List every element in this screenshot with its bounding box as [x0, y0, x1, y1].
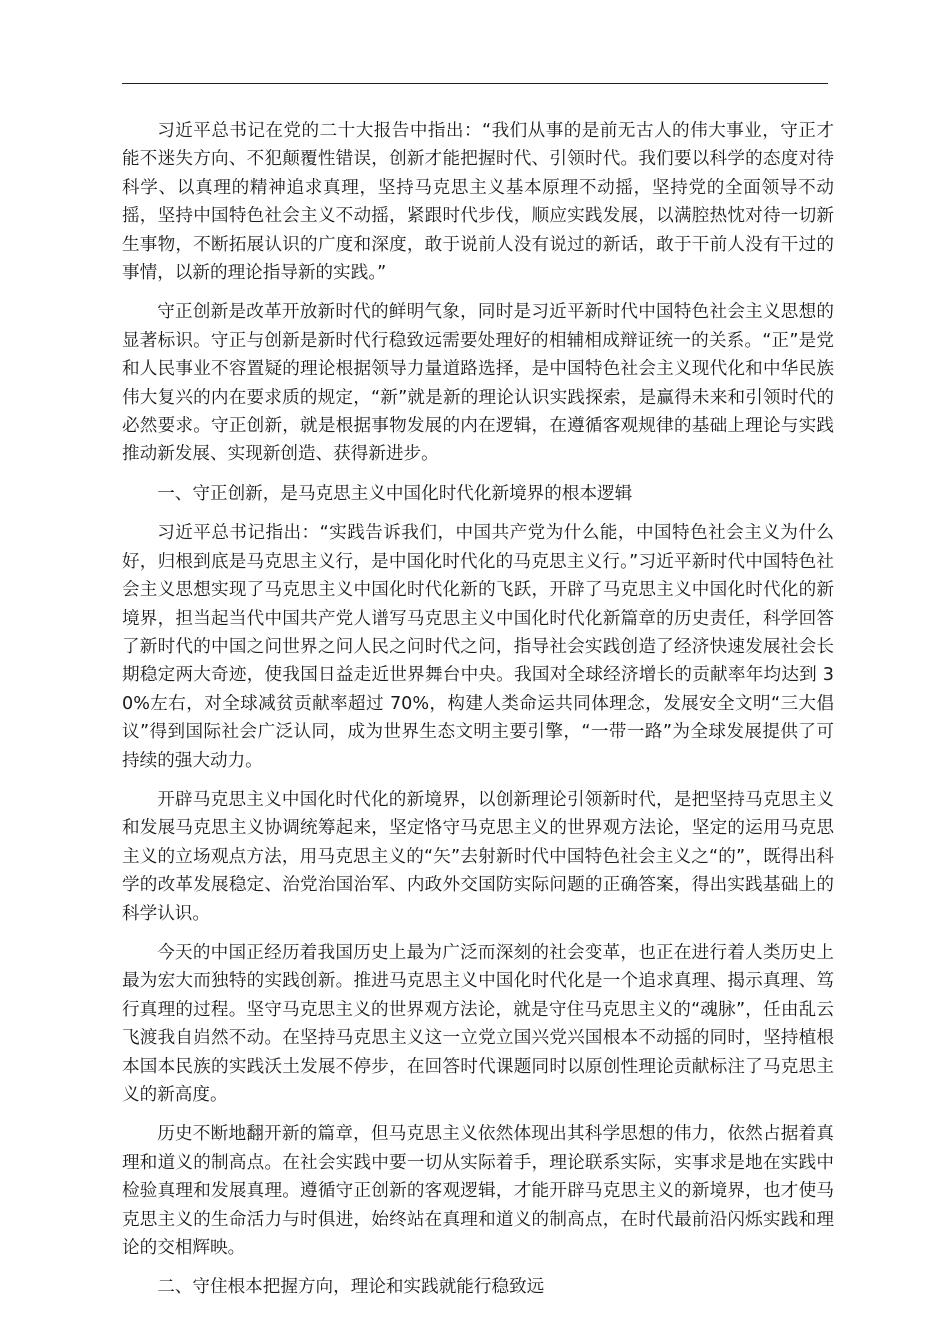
paragraph-2: 守正创新是改革开放新时代的鲜明气象，同时是习近平新时代中国特色社会主义思想的显著标识。守正与创新是新时代行稳致远需要处理好的相辅相成辩证统一的关系。“正”是党和人民事业不容置疑的理论根据领导力量道路选择，是中国特色社会主义现代化和中华民族伟大复兴的内在要求质的规定，“新”就是新的理论认识实践探索，是赢得未来和引领时代的必然要求。守正创新，就是根据事物发展的内在逻辑，在遵循客观规律的基础上理论与实践推动新发展、实现新创造、获得新进步。 — [122, 302, 834, 465]
paragraph-3: 习近平总书记指出：“实践告诉我们，中国共产党为什么能，中国特色社会主义为什么好，归根到底是马克思主义行，是中国化时代化的马克思主义行。”习近平新时代中国特色社会主义思想实现了马克思主义中国化时代化新的飞跃，开辟了马克思主义中国化时代化的新境界，担当起当代中国共产党人谱写马克思主义中国化时代化新篇章的历史责任，科学回答了新时代的中国之问世界之问人民之问时代之问，指导社会实践创造了经济快速发展社会长期稳定两大奇迹，使我国日益走近世界舞台中央。我国对全球经济增长的贡献率年均达到 30%左右，对全球减贫贡献率超过 70%，构建人类命运共同体理念，发展安全文明“三大倡议”得到国际社会广泛认同，成为世界生态文明主要引擎，“一带一路”为全球发展提供了可持续的强大动力。 — [122, 523, 834, 771]
paragraph-4: 开辟马克思主义中国化时代化的新境界，以创新理论引领新时代，是把坚持马克思主义和发展马克思主义协调统筹起来，坚定恪守马克思主义的世界观方法论，坚定的运用马克思主义的立场观点方法，用马克思主义的“矢”去射新时代中国特色社会主义之“的”，既得出科学的改革发展稳定、治党治国治军、内政外交国防实际问题的正确答案，得出实践基础上的科学认识。 — [122, 789, 834, 924]
document-body — [122, 117, 834, 1313]
section-heading-2: 二、守住根本把握方向，理论和实践就能行稳致远 — [157, 1277, 545, 1298]
header-rule — [122, 83, 828, 84]
paragraph-5: 今天的中国正经历着我国历史上最为广泛而深刻的社会变革，也正在进行着人类历史上最为宏大而独特的实践创新。推进马克思主义中国化时代化是一个追求真理、揭示真理、笃行真理的过程。坚守马克思主义的世界观方法论，就是守住马克思主义的“魂脉”，任由乱云飞渡我自岿然不动。在坚持马克思主义这一立党立国兴党兴国根本不动摇的同时，坚持植根本国本民族的实践沃土发展不停步，在回答时代课题同时以原创性理论贡献标注了马克思主义的新高度。 — [122, 942, 834, 1105]
paragraph-6: 历史不断地翻开新的篇章，但马克思主义依然体现出其科学思想的伟力，依然占据着真理和道义的制高点。在社会实践中要一切从实际着手，理论联系实际，实事求是地在实践中检验真理和发展真理。遵循守正创新的客观逻辑，才能开辟马克思主义的新境界，也才使马克思主义的生命活力与时俱进，始终站在真理和道义的制高点，在时代最前沿闪烁实践和理论的交相辉映。 — [122, 1124, 834, 1259]
section-heading-1: 一、守正创新，是马克思主义中国化时代化新境界的根本逻辑 — [157, 483, 633, 504]
paragraph-1: 习近平总书记在党的二十大报告中指出：“我们从事的是前无古人的伟大事业，守正才能不迷失方向、不犯颠覆性错误，创新才能把握时代、引领时代。我们要以科学的态度对待科学、以真理的精神追求真理，坚持马克思主义基本原理不动摇，坚持党的全面领导不动摇，坚持中国特色社会主义不动摇，紧跟时代步伐，顺应实践发展，以满腔热忱对待一切新生事物，不断拓展认识的广度和深度，敢于说前人没有说过的新话，敢于干前人没有干过的事情，以新的理论指导新的实践。” — [122, 121, 834, 284]
